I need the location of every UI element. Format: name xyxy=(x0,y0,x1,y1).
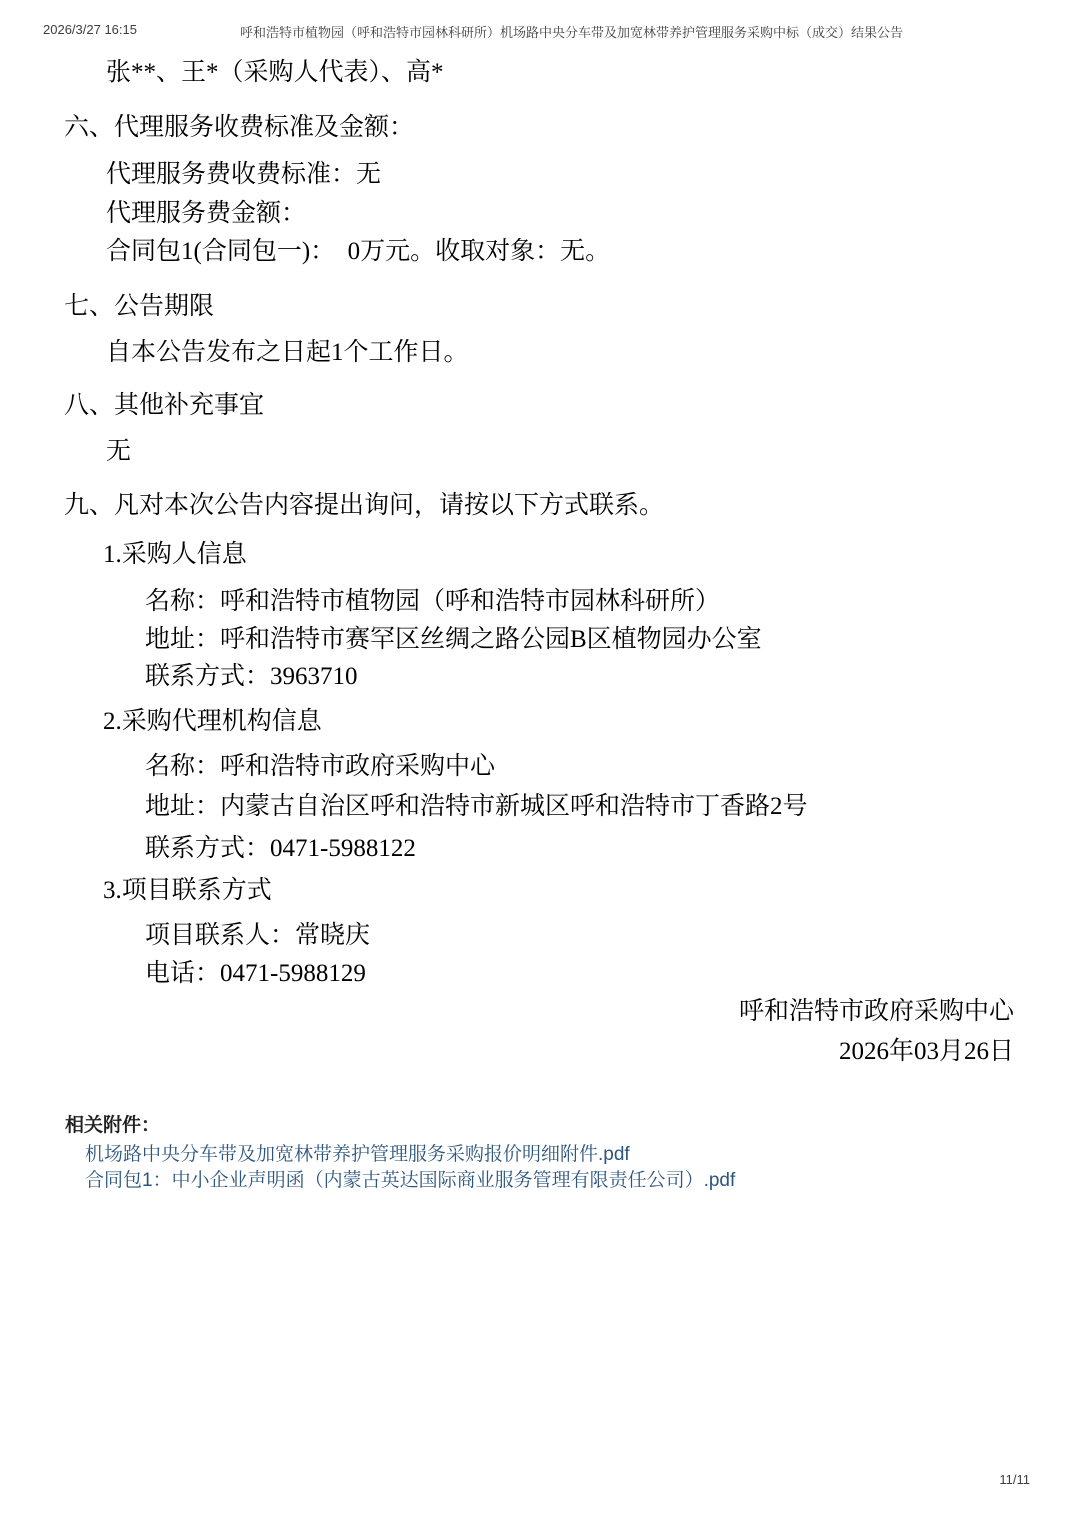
section-6-line-fee-standard: 代理服务费收费标准：无 xyxy=(106,161,382,188)
purchaser-address: 地址：呼和浩特市赛罕区丝绸之路公园B区植物园办公室 xyxy=(145,626,762,653)
section-8-heading: 八、其他补充事宜 xyxy=(64,392,265,419)
agency-name: 名称：呼和浩特市政府采购中心 xyxy=(145,753,496,780)
attachment-link-quotation-detail-pdf[interactable]: 机场路中央分车带及加宽林带养护管理服务采购报价明细附件.pdf xyxy=(85,1144,630,1165)
section-7-heading: 七、公告期限 xyxy=(64,293,215,320)
section-6-heading: 六、代理服务收费标准及金额： xyxy=(64,114,415,141)
section-7-line-period: 自本公告发布之日起1个工作日。 xyxy=(106,339,469,366)
section-9-heading: 九、凡对本次公告内容提出询问，请按以下方式联系。 xyxy=(64,492,665,519)
project-contact-phone: 电话：0471-5988129 xyxy=(145,960,366,987)
attachments-label: 相关附件： xyxy=(65,1115,161,1136)
evaluators-line: 张**、王*（采购人代表）、高* xyxy=(106,59,444,86)
purchaser-info-title: 1.采购人信息 xyxy=(103,541,247,568)
project-contact-title: 3.项目联系方式 xyxy=(103,877,272,904)
signature-date: 2026年03月26日 xyxy=(838,1038,1014,1065)
purchaser-contact: 联系方式：3963710 xyxy=(145,663,358,690)
agency-address: 地址：内蒙古自治区呼和浩特市新城区呼和浩特市丁香路2号 xyxy=(145,793,808,820)
project-contact-person: 项目联系人：常晓庆 xyxy=(145,922,371,949)
agency-info-title: 2.采购代理机构信息 xyxy=(103,708,322,735)
section-8-line-none: 无 xyxy=(106,438,132,465)
section-6-line-contract-package: 合同包1(合同包一)： 0万元。收取对象：无。 xyxy=(106,238,611,265)
signature-org: 呼和浩特市政府采购中心 xyxy=(738,998,1014,1025)
print-header-datetime: 2026/3/27 16:15 xyxy=(43,22,137,37)
purchaser-name: 名称：呼和浩特市植物园（呼和浩特市园林科研所） xyxy=(145,588,721,615)
print-footer-page-number: 11/11 xyxy=(999,1472,1030,1487)
section-6-line-fee-amount: 代理服务费金额： xyxy=(106,200,307,227)
attachment-link-sme-declaration-pdf[interactable]: 合同包1：中小企业声明函（内蒙古英达国际商业服务管理有限责任公司）.pdf xyxy=(85,1170,736,1191)
agency-contact: 联系方式：0471-5988122 xyxy=(145,835,416,862)
print-header-title: 呼和浩特市植物园（呼和浩特市园林科研所）机场路中央分车带及加宽林带养护管理服务采购中标（成交）结果公告 xyxy=(240,25,904,40)
